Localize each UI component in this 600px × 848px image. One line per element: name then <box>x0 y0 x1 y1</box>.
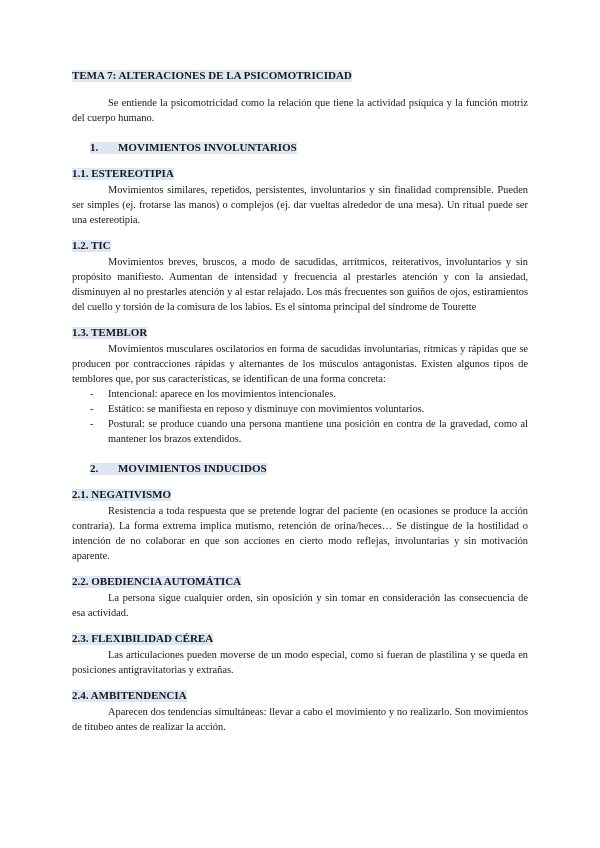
subsection-heading <box>72 240 528 252</box>
list-dash: - <box>90 389 94 400</box>
list-item <box>72 387 528 402</box>
section-number: 1. <box>90 142 99 154</box>
subsection-title: 1.3. TEMBLOR <box>72 327 148 339</box>
list-item-text: Intencional: aparece en los movimientos intencionales. <box>108 389 336 400</box>
subsection-title: 2.2. OBEDIENCIA AUTOMÁTICA <box>72 576 242 588</box>
subsection-text: Movimientos similares, repetidos, persistentes, involuntarios y sin finalidad comprensible. Pueden ser simples (ej. frotarse las manos) o complejos (ej. dar vueltas alrededor de una mesa). Un ritual puede ser una estereotipia. <box>72 185 528 226</box>
document-page <box>72 70 528 735</box>
subsection-heading <box>72 633 528 645</box>
section-number: 2. <box>90 463 99 475</box>
document-title-text: TEMA 7: ALTERACIONES DE LA PSICOMOTRICIDAD <box>72 70 352 82</box>
subsection-text: Resistencia a toda respuesta que se pretende lograr del paciente (en ocasiones se produce la acción contraria). La forma extrema implica mutismo, retención de orina/heces… Se distingue de la hostilidad o intención de no colaborar en que son acciones en cierto modo reflejas, involuntarias y sin motivación aparente. <box>72 506 528 562</box>
section-heading-highlight <box>90 142 297 154</box>
subsection-text: La persona sigue cualquier orden, sin oposición y sin tomar en consideración las consecuencia de esa actividad. <box>72 593 528 619</box>
subsection-title: 1.2. TIC <box>72 240 111 252</box>
subsection-heading <box>72 327 528 339</box>
list-item <box>72 402 528 417</box>
tremor-types-list <box>72 387 528 447</box>
section-heading-highlight <box>90 463 267 475</box>
list-item <box>72 417 528 447</box>
list-item-text: Postural: se produce cuando una persona mantiene una posición en contra de la gravedad, como al mantener los brazos extendidos. <box>108 419 528 445</box>
subsection-text: Aparecen dos tendencias simultáneas: llevar a cabo el movimiento y no realizarlo. Son movimientos de titubeo antes de realizar la acción. <box>72 707 528 733</box>
section-heading <box>90 142 528 154</box>
subsection-heading <box>72 576 528 588</box>
list-dash: - <box>90 404 94 415</box>
section-heading <box>90 463 528 475</box>
subsection-text: Las articulaciones pueden moverse de un modo especial, como si fueran de plastilina y se queda en posiciones antigravitatorias y extrañas. <box>72 650 528 676</box>
subsection-title: 2.3. FLEXIBILIDAD CÉREA <box>72 633 214 645</box>
intro-paragraph: Se entiende la psicomotricidad como la relación que tiene la actividad psíquica y la función motriz del cuerpo humano. <box>72 98 528 124</box>
subsection-heading <box>72 489 528 501</box>
subsection-text: Movimientos breves, bruscos, a modo de sacudidas, arrítmicos, reiterativos, involuntarios y sin propósito manifiesto. Aumentan de intensidad y frecuencia al prestarles atención y con la ansiedad, disminuyen al no prestarles atención y al estar relajado. Los más frecuentes son guiños de ojos, estiramientos del cuello y torsión de la comisura de los labios. Es el síntoma principal del síndrome de Tourette <box>72 257 528 313</box>
document-title <box>72 70 528 82</box>
list-dash: - <box>90 419 94 430</box>
subsection-title: 2.1. NEGATIVISMO <box>72 489 172 501</box>
section-title: MOVIMIENTOS INDUCIDOS <box>118 463 267 475</box>
subsection-title: 1.1. ESTEREOTIPIA <box>72 168 174 180</box>
list-item-text: Estático: se manifiesta en reposo y disminuye con movimientos voluntarios. <box>108 404 425 415</box>
subsection-heading <box>72 690 528 702</box>
section-title: MOVIMIENTOS INVOLUNTARIOS <box>118 142 297 154</box>
subsection-title: 2.4. AMBITENDENCIA <box>72 690 187 702</box>
subsection-heading <box>72 168 528 180</box>
subsection-text: Movimientos musculares oscilatorios en forma de sacudidas involuntarias, rítmicas y rápidas que se producen por contracciones rápidas y alternantes de los músculos antagonistas. Existen algunos tipos de temblores que, por sus características, se identifican de una forma concreta: <box>72 344 528 385</box>
